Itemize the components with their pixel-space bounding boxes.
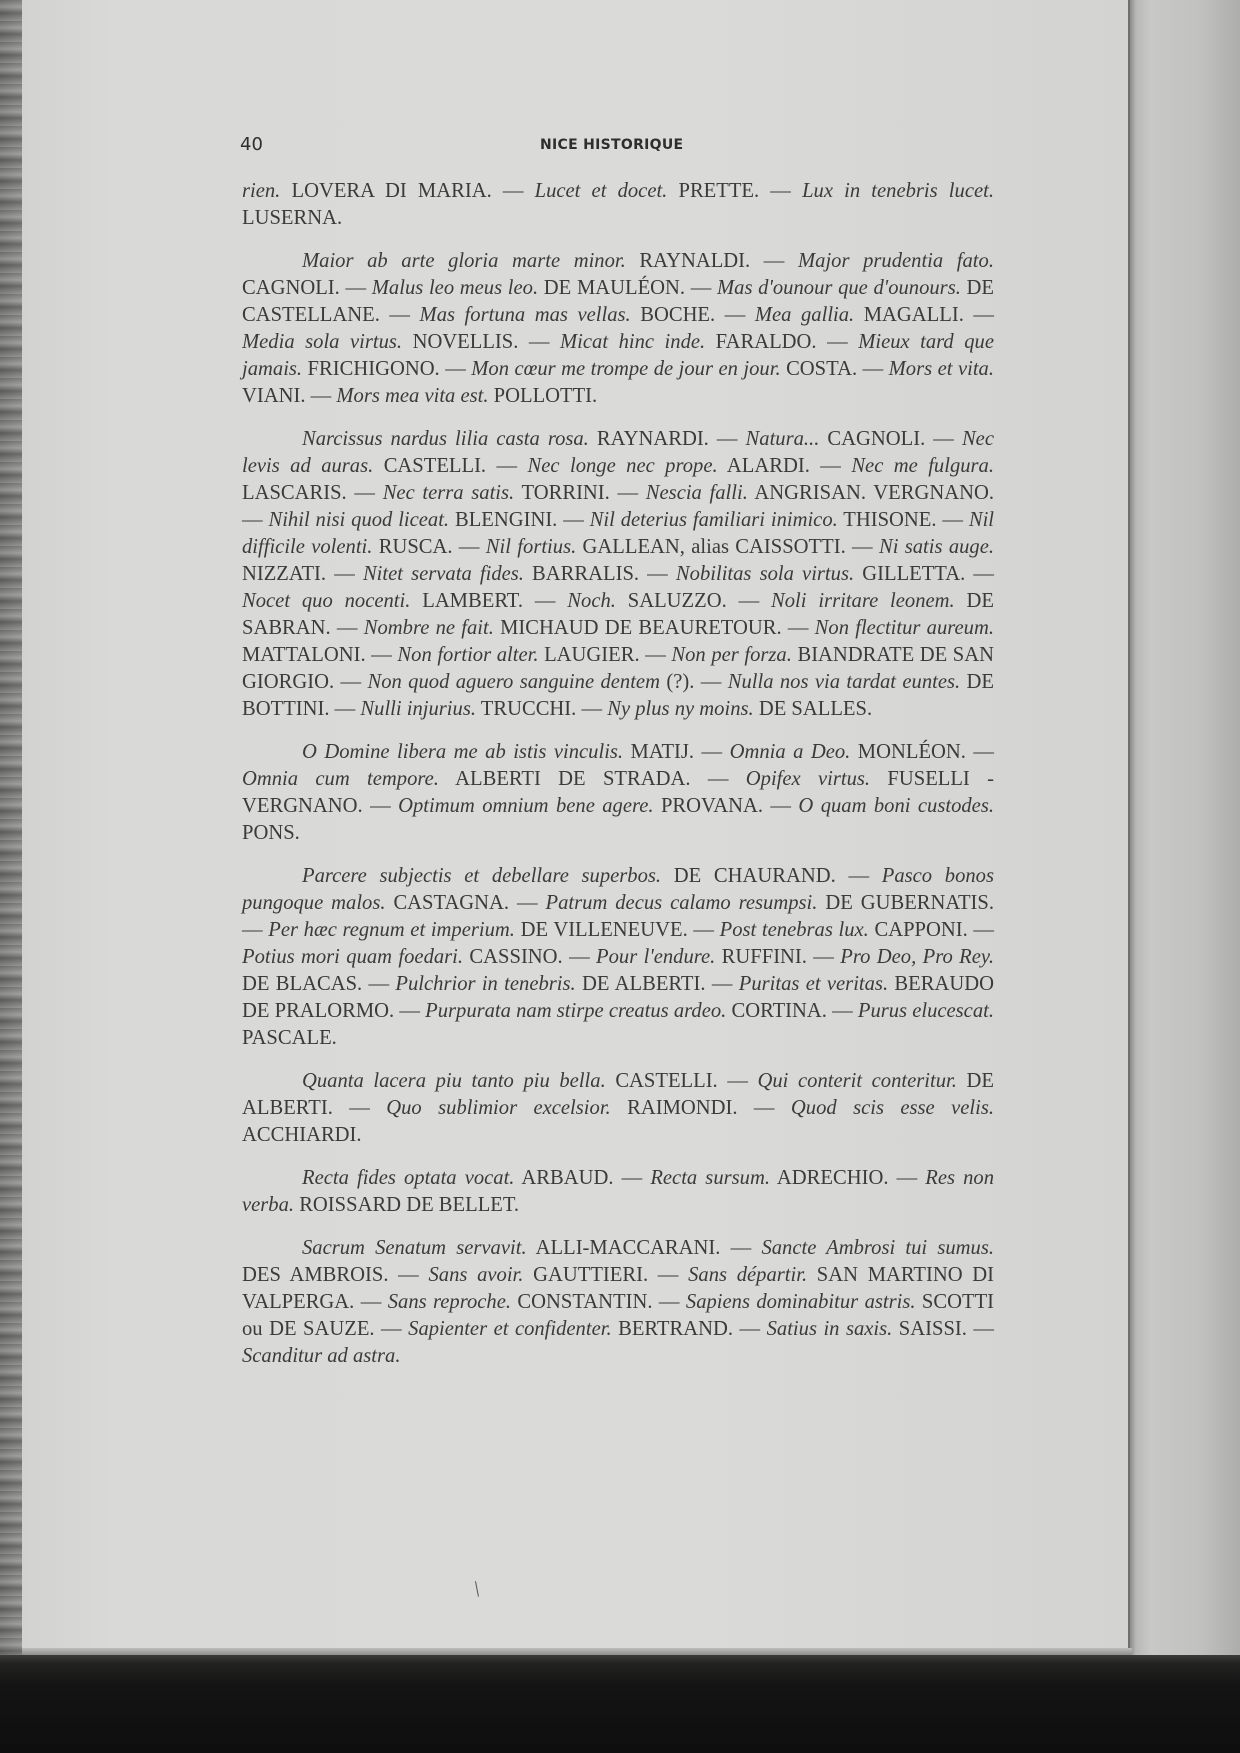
motto-text: Qui conterit conteritur. [757, 1070, 957, 1092]
motto-text: Mors mea vita est. [336, 385, 489, 407]
family-name-text: CASSINO. — [463, 946, 597, 968]
family-name-text: DE MAULÉON. — [538, 277, 718, 299]
next-page-edge [1130, 0, 1240, 1660]
family-name-text: BERAUDO DE PRALORMO. — [242, 973, 994, 1022]
family-name-text: PROVANA. — [653, 795, 799, 817]
motto-text: Post tenebras lux. [719, 919, 869, 941]
family-name-text: MATTALONI. — [242, 644, 398, 666]
family-name-text: GALLEAN, alias CAISSOTTI. — [576, 536, 879, 558]
motto-text: Sancte Ambrosi tui sumus. [761, 1237, 994, 1259]
family-name-text: RAIMONDI. — [610, 1097, 791, 1119]
page-header [240, 134, 1010, 158]
motto-paragraph [242, 248, 994, 410]
family-name-text: PONS. [242, 822, 300, 844]
family-name-text: RUSCA. — [372, 536, 486, 558]
motto-text: Nil difficile volenti. [242, 509, 995, 558]
family-name-text: NIZZATI. — [242, 563, 363, 585]
family-name-text: RAYNARDI. — [588, 428, 746, 450]
motto-text: Sapiens dominabitur astris. [685, 1291, 916, 1313]
motto-text: Sacrum Senatum servavit. [302, 1237, 527, 1259]
family-name-text: LOVERA DI MARIA. — [280, 180, 535, 202]
motto-text: Parcere subjectis et debellare superbos. [302, 865, 662, 887]
family-name-text: ALARDI. — [717, 455, 852, 477]
motto-text: Recta sursum. [650, 1167, 770, 1189]
motto-text: Lux in tenebris lucet. [802, 180, 994, 202]
motto-text: Nil deterius familiari inimico. [589, 509, 838, 531]
motto-text: Pour l'endure. [596, 946, 716, 968]
motto-text: Quo sublimior excelsior. [386, 1097, 611, 1119]
motto-text: Narcissus nardus lilia casta rosa. [302, 428, 589, 450]
motto-text: Purus elucescat. [857, 1000, 994, 1022]
family-name-text: CAPPONI. — [868, 919, 994, 941]
motto-text: Maior ab arte gloria marte minor. [302, 250, 626, 272]
motto-text: Non per forza. [671, 644, 792, 666]
family-name-text: LUSERNA. [242, 207, 343, 229]
family-name-text: TORRINI. — [514, 482, 646, 504]
motto-text: Non flectitur aureum. [814, 617, 994, 639]
motto-text: Nil fortius. [485, 536, 577, 558]
family-name-text: (?). — [659, 671, 728, 693]
motto-text: Natura... [745, 428, 820, 450]
family-name-text: SAN MARTINO DI VALPERGA. — [242, 1264, 995, 1313]
motto-text: Mieux tard que jamais. [242, 331, 994, 380]
stray-pen-mark: / [467, 1576, 486, 1601]
motto-text: Malus leo meus leo. [371, 277, 539, 299]
motto-text: Mors et vita. [888, 358, 994, 380]
motto-text: Omnia cum tempore. [242, 768, 439, 790]
motto-paragraph [242, 1165, 994, 1219]
motto-paragraph [242, 1235, 994, 1370]
family-name-text: ANGRISAN. VERGNANO. — [242, 482, 995, 531]
motto-text: Non quod aguero sanguine dentem [367, 671, 660, 693]
family-name-text: GAUTTIERI. — [523, 1264, 689, 1286]
family-name-text: LAUGIER. — [538, 644, 672, 666]
family-name-text: MATIJ. — [623, 741, 730, 763]
family-name-text: PRETTE. — [667, 180, 803, 202]
motto-text: Media sola virtus. [242, 331, 403, 353]
motto-text: Nocet quo nocenti. [242, 590, 411, 612]
family-name-text: MONLÉON. — [850, 741, 994, 763]
family-name-text: DE CASTELLANE. — [242, 277, 994, 326]
family-name-text: DE GUBERNATIS. — [242, 892, 995, 941]
motto-text: Nobilitas sola virtus. [675, 563, 855, 585]
motto-text: Noli irritare leonem. [771, 590, 955, 612]
motto-text: O quam boni custodes. [798, 795, 994, 817]
family-name-text: CASTELLI. — [373, 455, 528, 477]
motto-text: Nec levis ad auras. [242, 428, 994, 477]
motto-paragraph [242, 178, 994, 232]
motto-text: Res non verba. [242, 1167, 995, 1216]
family-name-text: CAGNOLI. — [242, 277, 372, 299]
motto-text: Non fortior alter. [397, 644, 539, 666]
family-name-text: ALBERTI DE STRADA. — [438, 768, 746, 790]
motto-text: Mon cœur me trompe de jour en jour. [471, 358, 781, 380]
family-name-text: DES AMBROIS. — [242, 1264, 429, 1286]
motto-text: Nombre ne fait. [363, 617, 494, 639]
motto-text: Recta fides optata vocat. [302, 1167, 515, 1189]
motto-text: Potius mori quam foedari. [242, 946, 464, 968]
motto-text: Nec terra satis. [382, 482, 515, 504]
motto-text: Pasco bonos pungoque malos. [242, 865, 994, 914]
family-name-text: MAGALLI. — [854, 304, 994, 326]
family-name-text: ARBAUD. — [514, 1167, 651, 1189]
motto-text: Omnia a Deo. [729, 741, 851, 763]
family-name-text: TRUCCHI. — [476, 698, 608, 720]
family-name-text: PASCALE. [242, 1027, 337, 1049]
family-name-text: BIANDRATE DE SAN GIORGIO. — [242, 644, 994, 693]
motto-text: Mas d'ounour que d'ounours. [717, 277, 961, 299]
family-name-text: SALUZZO. — [615, 590, 772, 612]
family-name-text: BARRALIS. — [523, 563, 676, 585]
family-name-text: DE SALLES. [753, 698, 873, 720]
book-binding-edge [0, 0, 24, 1655]
family-name-text: DE ALBERTI. — [242, 1070, 994, 1119]
motto-text: Satius in saxis. [766, 1318, 893, 1340]
family-name-text: GILLETTA. — [854, 563, 994, 585]
motto-text: Nulli injurius. [360, 698, 476, 720]
family-name-text: CASTAGNA. — [385, 892, 546, 914]
family-name-text: BOCHE. — [630, 304, 755, 326]
motto-text: Nec me fulgura. [851, 455, 994, 477]
motto-text: Patrum decus calamo resumpsi. [545, 892, 818, 914]
family-name-text: COSTA. — [780, 358, 889, 380]
family-name-text: SCOTTI ou DE SAUZE. — [242, 1291, 995, 1340]
family-name-text: BLENGINI. — [449, 509, 590, 531]
family-name-text: DE SABRAN. — [242, 590, 994, 639]
family-name-text: CORTINA. — [726, 1000, 858, 1022]
motto-text: Sans avoir. [428, 1264, 524, 1286]
motto-paragraph [242, 863, 994, 1052]
motto-text: Nulla nos via tardat euntes. [727, 671, 961, 693]
motto-text: Noch. [567, 590, 616, 612]
family-name-text: CASTELLI. — [605, 1070, 758, 1092]
motto-text: Opifex virtus. [745, 768, 871, 790]
running-title: NICE HISTORIQUE [540, 137, 684, 153]
motto-text: Puritas et veritas. [738, 973, 889, 995]
family-name-text: ADRECHIO. — [769, 1167, 926, 1189]
motto-text: Mea gallia. [754, 304, 855, 326]
family-name-text: CONSTANTIN. — [511, 1291, 686, 1313]
family-name-text: ALLI-MACCARANI. — [526, 1237, 762, 1259]
motto-text: Micat hinc inde. [560, 331, 706, 353]
motto-text: rien. [242, 180, 281, 202]
family-name-text: DE BOTTINI. — [242, 671, 994, 720]
family-name-text: RAYNALDI. — [625, 250, 798, 272]
motto-paragraph [242, 1068, 994, 1149]
family-name-text: DE ALBERTI. — [575, 973, 739, 995]
motto-text: Mas fortuna mas vellas. [419, 304, 631, 326]
motto-text: Ni satis auge. [878, 536, 994, 558]
motto-text: Sans départir. [688, 1264, 808, 1286]
family-name-text: CAGNOLI. — [819, 428, 962, 450]
motto-text: Sapienter et confidenter. [408, 1318, 612, 1340]
motto-text: Sans reproche. [387, 1291, 512, 1313]
family-name-text: DE BLACAS. — [242, 973, 396, 995]
body-text [242, 178, 994, 1386]
motto-text: Per hæc regnum et imperium. [268, 919, 515, 941]
family-name-text: FRICHIGONO. — [302, 358, 472, 380]
motto-text: Nec longe nec prope. [527, 455, 718, 477]
motto-text: Quod scis esse velis. [790, 1097, 994, 1119]
motto-text: Quanta lacera piu tanto piu bella. [302, 1070, 606, 1092]
family-name-text: THISONE. — [837, 509, 969, 531]
family-name-text: DE CHAURAND. — [661, 865, 882, 887]
family-name-text: ACCHIARDI. [242, 1124, 362, 1146]
family-name-text: RUFFINI. — [715, 946, 841, 968]
motto-text: Lucet et docet. [534, 180, 668, 202]
motto-text: Ny plus ny moins. [607, 698, 754, 720]
motto-text: Major prudentia fato. [798, 250, 994, 272]
family-name-text: VIANI. — [242, 385, 337, 407]
family-name-text: DE VILLENEUVE. — [514, 919, 720, 941]
motto-text: Nitet servata fides. [362, 563, 524, 585]
family-name-text: FARALDO. — [705, 331, 859, 353]
motto-text: Nihil nisi quod liceat. [268, 509, 450, 531]
family-name-text: ROISSARD DE BELLET. [294, 1194, 520, 1216]
page-number: 40 [240, 134, 263, 155]
family-name-text: FUSELLI - VERGNANO. — [242, 768, 994, 817]
family-name-text: BERTRAND. — [611, 1318, 767, 1340]
family-name-text: SAISSI. — [892, 1318, 995, 1340]
family-name-text: NOVELLIS. — [402, 331, 561, 353]
motto-text: Scanditur ad astra. [242, 1345, 401, 1367]
family-name-text: POLLOTTI. [488, 385, 598, 407]
motto-text: Nescia falli. [645, 482, 748, 504]
family-name-text: LAMBERT. — [410, 590, 568, 612]
family-name-text: LASCARIS. — [242, 482, 383, 504]
motto-text: Pulchrior in tenebris. [395, 973, 576, 995]
motto-text: Pro Deo, Pro Rey. [840, 946, 994, 968]
motto-text: Optimum omnium bene agere. [398, 795, 654, 817]
motto-paragraph [242, 739, 994, 847]
family-name-text: MICHAUD DE BEAURETOUR. — [493, 617, 815, 639]
motto-text: Purpurata nam stirpe creatus ardeo. [425, 1000, 727, 1022]
motto-paragraph [242, 426, 994, 723]
motto-text: O Domine libera me ab istis vinculis. [302, 741, 624, 763]
dark-scan-border [0, 1655, 1240, 1753]
